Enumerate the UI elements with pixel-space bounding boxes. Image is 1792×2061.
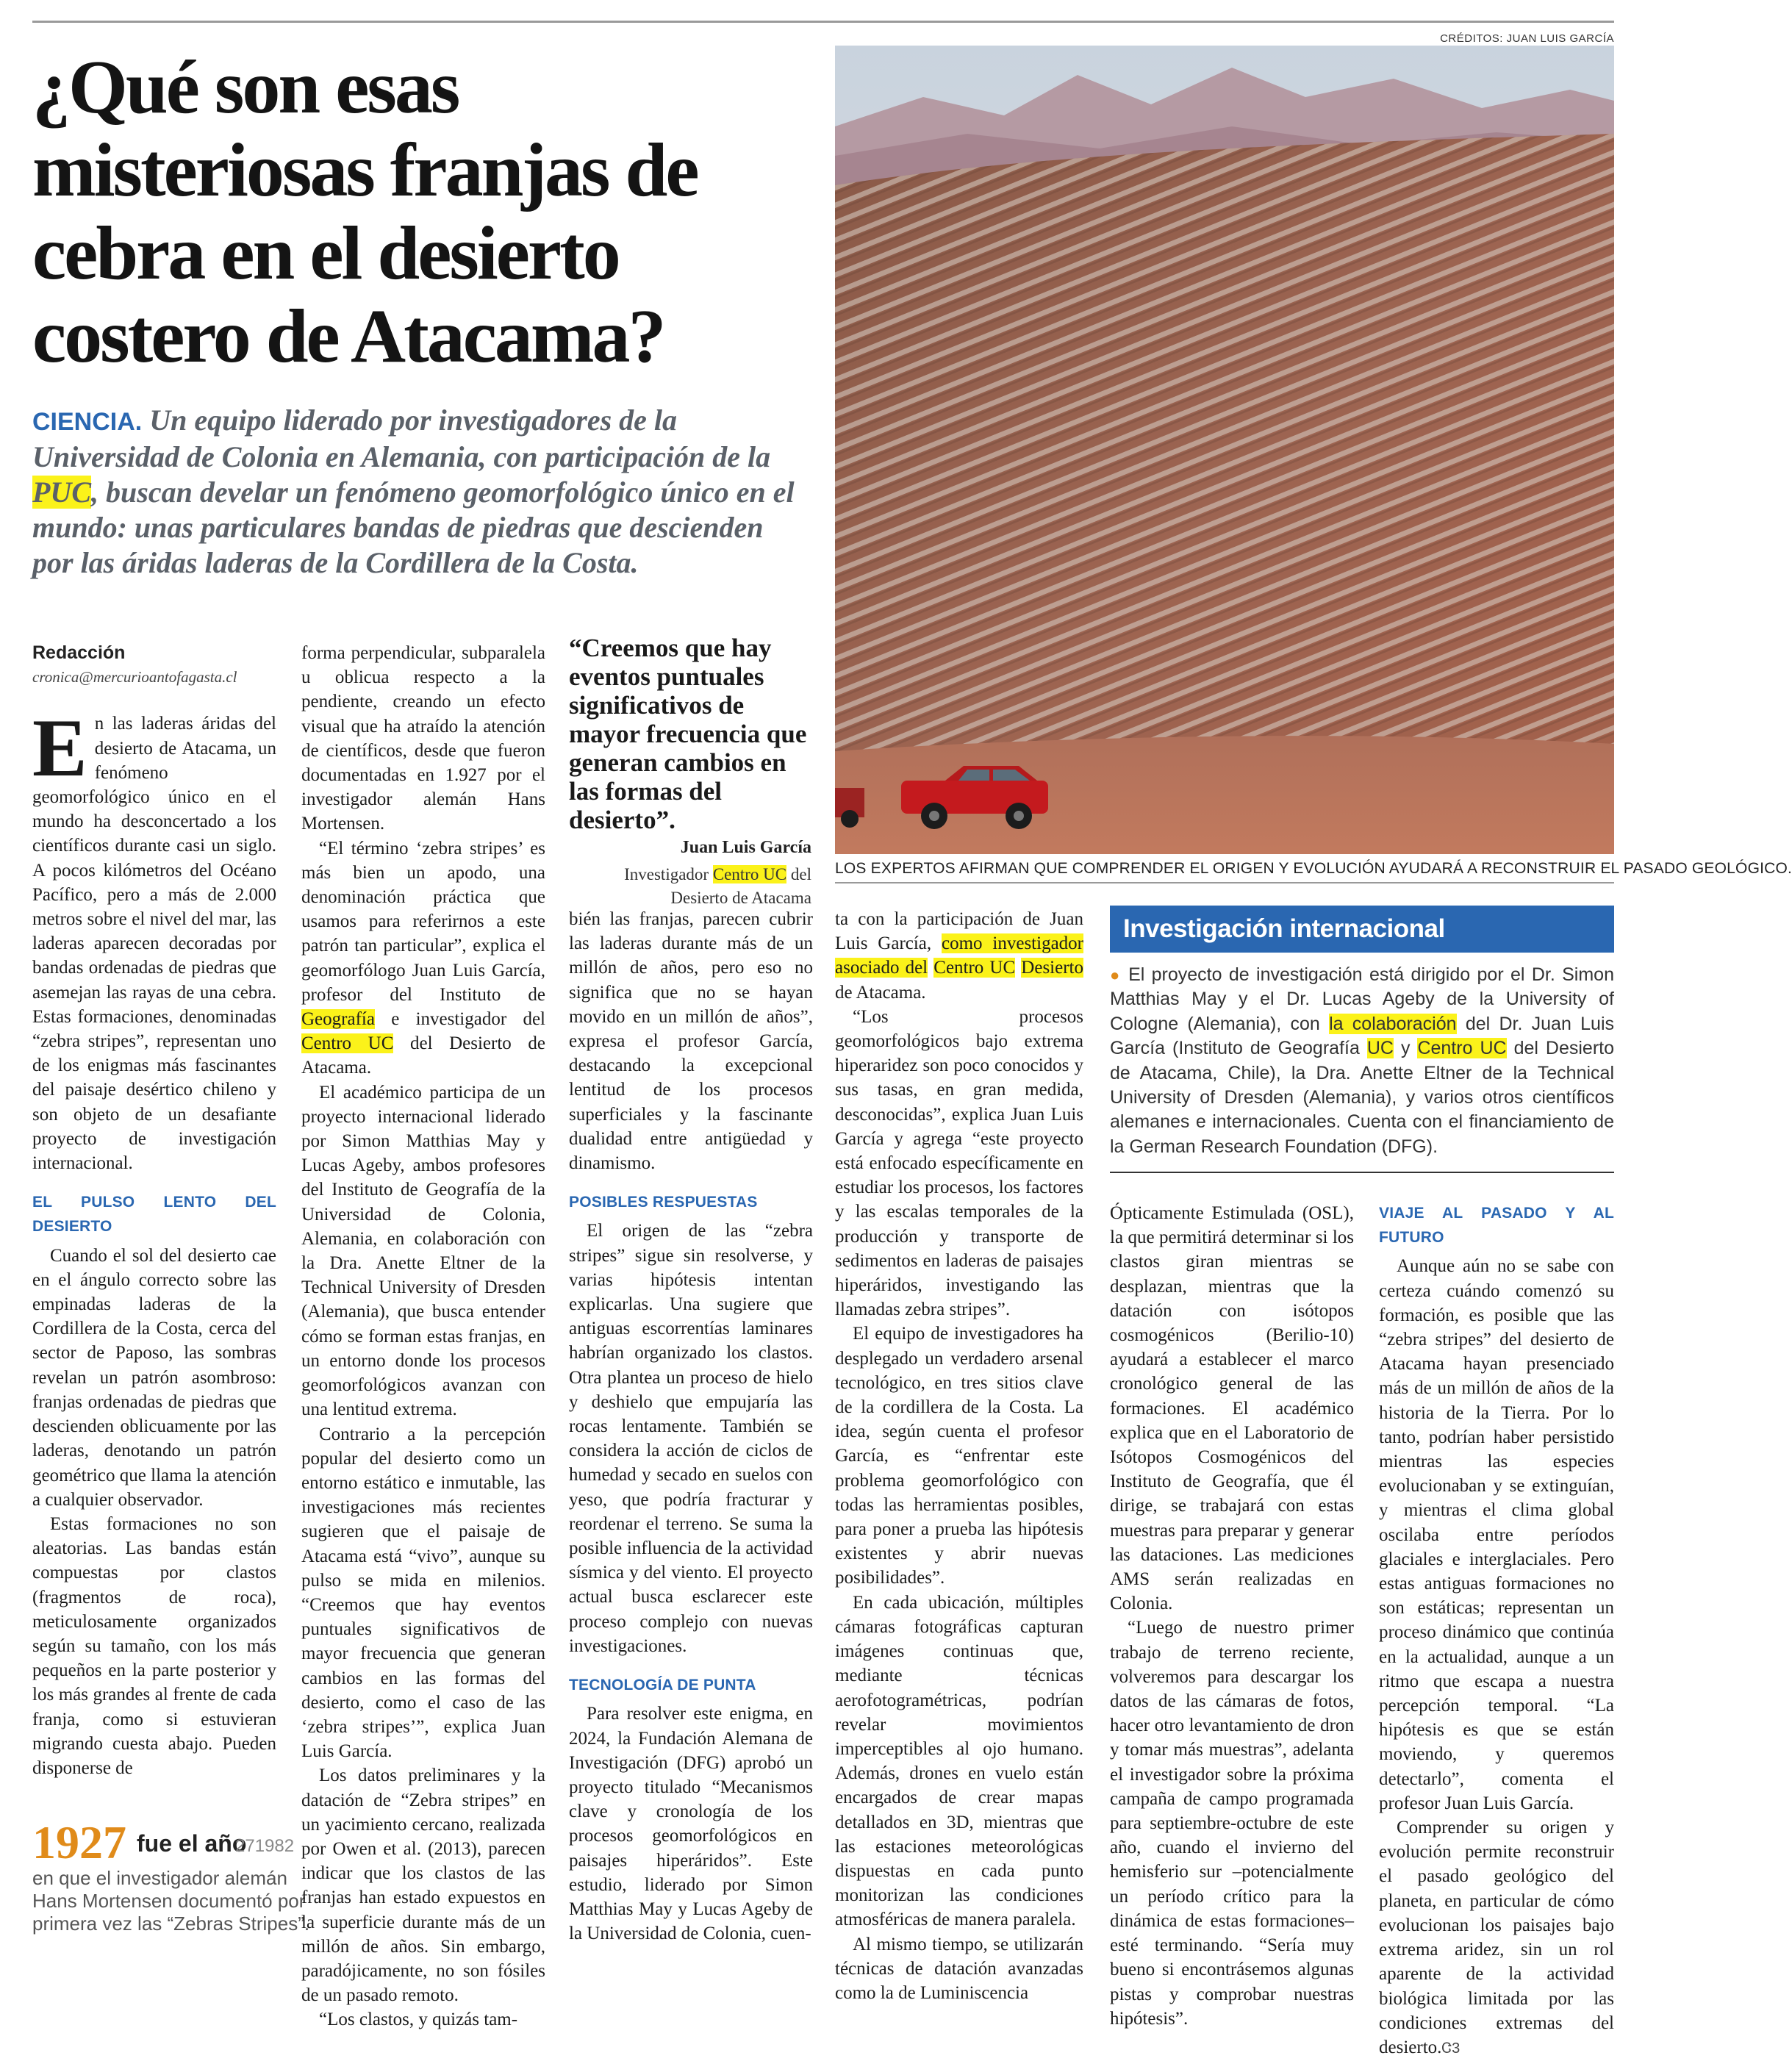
pull-quote-author: Juan Luis García (680, 838, 811, 857)
bullet-icon: ● (1110, 966, 1122, 984)
body-paragraph: “Los procesos geomorfológicos bajo extrema hiperaridez son poco conocidos y sus tasas, en gran medida, desconocidas”, explica Juan Luis García y agrega “este proyecto está enfocado específicamente en estudiar los procesos, los factores y las escalas temporales de la producción y transporte de sedimentos en laderas de paisajes hiperáridos, investigando las llamadas zebra stripes”. (835, 1006, 1083, 1320)
sidebar-title: Investigación internacional (1110, 906, 1614, 953)
body-paragraph: forma perpendicular, subparalela u oblicua respecto a la pendiente, creando un efecto visual que ha atraído la atención de científicos, desde que fueron documentadas en 1.927 por el investigador alemán Hans Mortensen. (301, 643, 545, 834)
headline-line: cebra en el desierto (32, 211, 619, 295)
subheading: VIAJE AL PASADO Y AL FUTURO (1379, 1205, 1614, 1247)
section-kicker: CIENCIA. (32, 408, 143, 436)
end-mark-icon: Ꮳ3 (1441, 2040, 1461, 2057)
headline-line: misteriosas franjas de (32, 128, 698, 212)
body-paragraph: ta con la participación de Juan Luis García, como investigador asociado del Centro UC Desierto de Atacama. (835, 909, 1083, 1003)
zebra-stripes-landscape-image (835, 46, 1614, 854)
fact-code: 271982 (235, 1836, 295, 1856)
body-paragraph: Comprender su origen y evolución permite reconstruir el pasado geológico del planeta, en particular de cómo evolucionan los paisajes bajo extrema aridez, sin un rol aparente de la actividad biológica limitada por las condiciones extremas del desierto.Ꮳ3 (1379, 1818, 1614, 2057)
caption-rule (835, 882, 1614, 883)
headline (32, 46, 797, 378)
lead-paragraph: CIENCIA. Un equipo liderado por investigadores de la Universidad de Colonia en Alemania, con participación de la PUC, buscan develar un fenómeno geomorfológico único en el mundo: unas particulares bandas de piedras que descienden por las áridas laderas de la Cordillera de la Costa. (32, 404, 795, 579)
subheading: TECNOLOGÍA DE PUNTA (569, 1677, 756, 1694)
highlight: UC (1366, 1038, 1394, 1059)
body-paragraph: “Luego de nuestro primer trabajo de terreno reciente, volveremos para descargar los datos de las cámaras de fotos, hacer otro levantamiento de dron y tomar más muestras”, adelanta el investigador sobre la próxima campaña de campo programada para septiembre-octubre de este año, cuando el invierno del hemisferio sur –potencialmente un período crítico para la dinámica de estas formaciones– esté terminando. “Sería muy bueno si encontrásemos algunas pistas y comprobar nuestras hipótesis”. (1110, 1618, 1354, 2029)
photo-credits: CRÉDITOS: JUAN LUIS GARCÍA (1440, 32, 1614, 45)
top-rule (32, 21, 1614, 23)
fact-number: 1927 (32, 1816, 126, 1868)
column-3 (569, 907, 813, 1946)
body-paragraph: El equipo de investigadores ha desplegado un verdadero arsenal tecnológico, en tres sitios clave de la cordillera de la Costa. La idea, según cuenta el profesor García, es “enfrentar este problema geomorfológico con todas las herramientas posibles, para poner a prueba las hipótesis existentes y abrir nuevas posibilidades”. (835, 1324, 1083, 1588)
desert-photo (835, 46, 1614, 854)
highlight: PUC (32, 476, 91, 509)
body-paragraph: Contrario a la percepción popular del desierto como un entorno estático e inmutable, las investigaciones más recientes sugieren que el paisaje de Atacama está “vivo”, aunque su pulso se mida en milenios. “Creemos que hay eventos puntuales significativos de mayor frecuencia que generan cambios en las formas del desierto, como el caso de las ‘zebra stripes’”, explica Juan Luis García. (301, 1424, 545, 1762)
body-paragraph: Ópticamente Estimulada (OSL), la que permitirá determinar si los clastos giran mientras se desplazan, mientras que la datación con isótopos cosmogénicos (Berilio-10) ayudará a establecer el marco cronológico general de las formaciones. El académico explica que en el Laboratorio de Isótopos Cosmogénicos del Instituto de Geografía, que él dirige, se trabajará con estas muestras para preparar y generar las dataciones. Las mediciones AMS serán realizadas en Colonia. (1110, 1203, 1354, 1614)
headline-line: ¿Qué son esas (32, 45, 459, 129)
highlight: la colaboración (1329, 1013, 1457, 1034)
body-paragraph: Al mismo tiempo, se utilizarán técnicas de datación avanzadas como la de Luminiscencia (835, 1934, 1083, 2003)
column-2 (301, 641, 545, 2032)
column-6 (1379, 1201, 1614, 2061)
highlight: Geografía (301, 1009, 375, 1030)
column-5 (1110, 1201, 1354, 2031)
pull-quote: “Creemos que hay eventos puntuales significativos de mayor frecuencia que generan cambios en las formas del desierto”. (569, 634, 807, 834)
intro-paragraph: En las laderas áridas del desierto de Atacama, un fenómeno geomorfológico único en el mundo ha desconcertado a los científicos durante casi un siglo. A pocos kilómetros del Océano Pacífico, pero a más de 2.000 metros sobre el nivel del mar, las laderas aparecen decoradas por bandas ordenadas de piedras que asemejan las rayas de una cebra. Estas formaciones, denominadas “zebra stripes”, representan uno de los enigmas más fascinantes del paisaje desértico chileno y son objeto de un desafiante proyecto de investigación internacional. (32, 703, 276, 1174)
body-paragraph: Para resolver este enigma, en 2024, la Fundación Alemana de Investigación (DFG) aprobó un proyecto titulado “Mecanismos clave y cronología de los procesos geomorfológicos en paisajes hiperáridos”. Este estudio, liderado por Simon Matthias May y Lucas Ageby de la Universidad de Colonia, cuen- (569, 1704, 813, 1944)
subheading: EL PULSO LENTO DEL DESIERTO (32, 1194, 276, 1236)
sidebar-body: ● El proyecto de investigación está dirigido por el Dr. Simon Matthias May y el Dr. Lucas Ageby de la University of Cologne (Alemania), con la colaboración del Dr. Juan Luis García (Instituto de Geografía UC y Centro UC del Desierto de Atacama, Chile), la Dra. Anette Eltner de la Technical University of Dresden (Alemania), y varios otros científicos alemanes e internacionales. Cuenta con el financiamiento de la German Research Foundation (DFG). (1110, 964, 1615, 1157)
body-paragraph: En cada ubicación, múltiples cámaras fotográficas capturan imágenes continuas que, mediante técnicas aerofotogramétricas, podrían revelar movimientos imperceptibles al ojo humano. Además, drones en vuelo están encargados de crear mapas detallados en 3D, mientras que las estaciones meteorológicas dispuestas en cada punto monitorizan las condiciones atmosféricas de manera paralela. (835, 1592, 1083, 1930)
byline-email: cronica@mercurioantofagasta.cl (32, 668, 237, 687)
highlight: Desierto (1021, 958, 1083, 978)
body-paragraph: Aunque aún no se sabe con certeza cuándo comenzó su formación, es posible que las “zebra stripes” del desierto de Atacama hayan presenciado más de un millón de años de la historia de la Tierra. Por lo tanto, podrían haber persistido mientras las especies evolucionaban y se extinguían, y mientras el clima global oscilaba entre períodos glaciales e interglaciales. Pero estas antiguas formaciones no son estáticas; representan un proceso dinámico que continúa en la actualidad, aunque a un ritmo que escapa a nuestra percepción temporal. “La hipótesis es que se están moviendo, y queremos detectarlo”, comenta el profesor Juan Luis García. (1379, 1256, 1614, 1813)
pull-quote-role: Investigador Centro UC del Desierto de Atacama (624, 865, 811, 907)
fact-label: fue el año (137, 1830, 247, 1857)
body-paragraph: El origen de las “zebra stripes” sigue sin resolverse, y varias hipótesis intentan explicarlas. Una sugiere que antiguas escorrentías laminares habrían organizado los clastos. Otra plantea un proceso de hielo y deshielo que empujaría las rocas lentamente. También se considera la acción de ciclos de humedad y secado en suelos con yeso, que podría fracturar y reordenar el terreno. Se suma la posible influencia de la actividad sísmica y del viento. El proyecto actual busca esclarecer este proceso complejo con nuevas investigaciones. (569, 1221, 813, 1656)
body-paragraph: bién las franjas, parecen cubrir las laderas durante más de un millón de años, pero eso no significa que no se hayan movido en un millón de años”, expresa el profesor García, destacando la excepcional lentitud de los procesos superficiales y la fascinante dualidad entre antigüedad y dinamismo. (569, 909, 813, 1174)
subheading: POSIBLES RESPUESTAS (569, 1194, 758, 1211)
sidebar-rule (1110, 1172, 1614, 1173)
highlight: Centro UC (933, 958, 1016, 978)
body-paragraph: “El término ‘zebra stripes’ es más bien un apodo, una denominación práctica que usamos para referirnos a este patrón tan particular”, explica el geomorfólogo Juan Luis García, profesor del Instituto de Geografía e investigador del Centro UC del Desierto de Atacama. (301, 838, 545, 1078)
drop-cap: E (32, 703, 87, 795)
highlight: Centro UC (712, 865, 787, 883)
byline-name: Redacción (32, 642, 126, 663)
column-4 (835, 907, 1083, 2005)
highlight: como investigador asociado del (835, 933, 1083, 978)
highlight: Centro UC (1417, 1038, 1507, 1059)
body-paragraph: “Los clastos, y quizás tam- (319, 2010, 518, 2030)
body-paragraph: Los datos preliminares y la datación de “Zebra stripes” en un yacimiento cercano, realizada por Owen et al. (2013), parecen indicar que los clastos de las franjas han estado expuestos en la superficie durante más de un millón de años. Sin embargo, paradójicamente, no son fósiles de un pasado remoto. (301, 1766, 545, 2006)
fact-text: en que el investigador alemán Hans Mortensen documentó por primera vez las “Zebras Stripes”. (32, 1867, 310, 1935)
headline-line: costero de Atacama? (32, 294, 664, 379)
highlight: Centro UC (301, 1033, 394, 1054)
body-paragraph: Cuando el sol del desierto cae en el ángulo correcto sobre las empinadas laderas de la Cordillera de la Costa, cerca del sector de Paposo, las sombras revelan un patrón asombroso: franjas ordenadas de piedras que descienden oblicuamente por las laderas, denotando un patrón geométrico que llama la atención a cualquier observador. (32, 1245, 276, 1510)
body-paragraph: El académico participa de un proyecto internacional liderado por Simon Matthias May y Lucas Ageby, ambos profesores del Instituto de Geografía de la Universidad de Colonia, Alemania, en colaboración con la Dra. Anette Eltner de la Technical University of Dresden (Alemania), que busca entender cómo se forman estas franjas, en un entorno donde los procesos geomorfológicos avanzan con una lentitud extrema. (301, 1082, 545, 1420)
photo-caption: LOS EXPERTOS AFIRMAN QUE COMPRENDER EL ORIGEN Y EVOLUCIÓN AYUDARÁ A RECONSTRUIR EL PASADO GEOLÓGICO. (835, 860, 1792, 877)
body-paragraph: Estas formaciones no son aleatorias. Las bandas están compuestas por clastos (fragmentos de roca), meticulosamente organizados según su tamaño, con los más pequeños en la parte posterior y los más grandes al frente de cada franja, como si estuvieran migrando cuesta abajo. Pueden disponerse de (32, 1513, 276, 1778)
column-1 (32, 641, 276, 1780)
